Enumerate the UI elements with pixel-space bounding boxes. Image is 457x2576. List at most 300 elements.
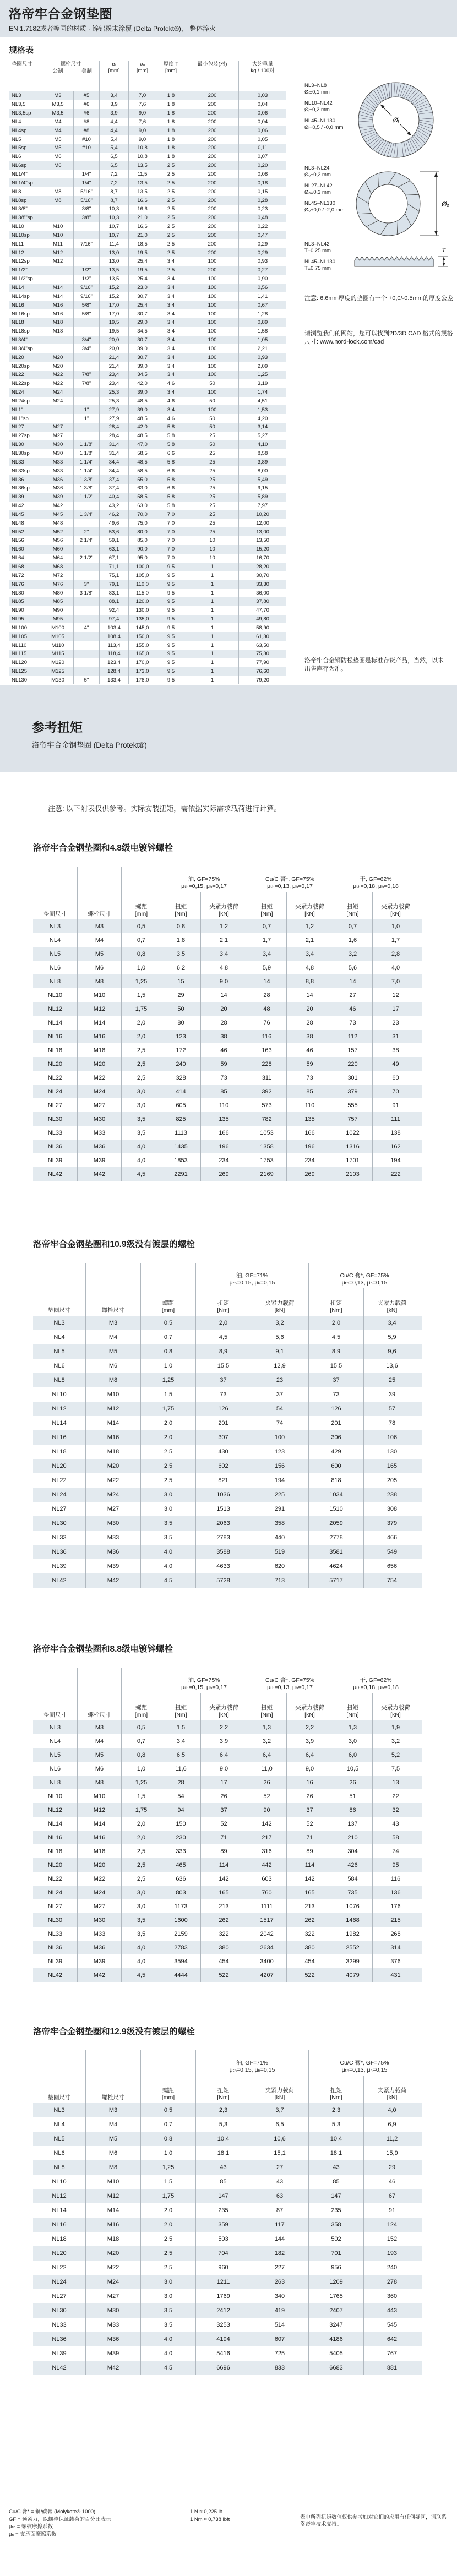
torque-cell: 27	[251, 2160, 308, 2175]
spec-cell: 3,4	[156, 309, 186, 318]
torque-cell: 52	[200, 1817, 247, 1831]
torque-cell: 960	[195, 2261, 251, 2275]
col-header-torque: 扭矩 [Nm]	[161, 1693, 200, 1720]
torque-cell: 100	[251, 1430, 308, 1445]
spec-cell: 3,4	[156, 327, 186, 336]
spec-cell	[73, 641, 99, 650]
spec-cell: 4,6	[156, 414, 186, 423]
torque-cell-washer-size: NL16	[47, 1834, 63, 1841]
torque-cell: 201	[308, 1416, 363, 1430]
torque-table-row	[33, 1968, 422, 1982]
spec-cell-washer-size: NL4sp	[12, 127, 27, 134]
torque-cell: 1,5	[121, 988, 161, 1002]
torque-cell: 76	[247, 1016, 286, 1030]
spec-cell: 200	[186, 239, 238, 248]
torque-cell: 15,5	[195, 1359, 251, 1373]
torque-table	[33, 1642, 422, 1982]
col-group-lubrication: 油, GF=75% μₜₕ=0,15, μₕ=0,17	[161, 1668, 247, 1693]
spec-cell: 63,0	[128, 502, 156, 510]
torque-cell: 2,0	[121, 1016, 161, 1030]
spec-cell	[42, 205, 73, 214]
torque-cell-washer-size: NL24	[47, 1889, 63, 1896]
torque-cell: 263	[251, 2275, 308, 2289]
spec-cell: 10,3	[99, 205, 128, 214]
spec-cell: 61,30	[238, 632, 286, 641]
torque-cell-washer-size: NL22	[47, 1074, 63, 1081]
spec-cell-washer-size: NL3/4"sp	[12, 345, 33, 352]
spec-table-row	[9, 440, 286, 449]
spec-cell: M14	[42, 284, 73, 292]
torque-table-row	[33, 1502, 422, 1516]
spec-cell: 13,5	[128, 161, 156, 170]
torque-cell: 235	[308, 2203, 363, 2218]
torque-cell: 234	[286, 1153, 333, 1167]
torque-cell: 11,6	[161, 1762, 200, 1776]
spec-cell: 48,5	[128, 458, 156, 466]
torque-cell: 32	[372, 1803, 418, 1817]
spec-cell: M60	[42, 545, 73, 554]
col-header-torque: 扭矩 [Nm]	[333, 892, 372, 919]
torque-cell-washer-size: NL16	[52, 2221, 67, 2228]
spec-cell: M36	[42, 475, 73, 484]
spec-cell: 200	[186, 118, 238, 127]
torque-cell: 11,2	[363, 2132, 420, 2146]
torque-cell: 26	[286, 1789, 333, 1803]
spec-cell: 28,4	[99, 432, 128, 440]
torque-cell: 555	[333, 1098, 372, 1112]
torque-cell: 3,2	[372, 1734, 418, 1748]
spec-cell: M3,5	[42, 109, 73, 118]
spec-cell: 1/4"	[73, 178, 99, 187]
spec-cell: 90,0	[128, 545, 156, 554]
spec-table-row	[9, 493, 286, 502]
torque-table-row	[33, 1071, 422, 1085]
spec-cell: 48,5	[128, 432, 156, 440]
col-header-bolt-size: 螺栓尺寸	[85, 1263, 140, 1316]
spec-cell: #6	[73, 109, 99, 118]
torque-cell: 1513	[195, 1502, 251, 1516]
spec-cell: 100	[186, 309, 238, 318]
torque-cell: 25	[363, 1373, 420, 1387]
spec-cell: M12	[42, 257, 73, 266]
torque-cell: 238	[363, 1488, 420, 1502]
spec-cell-washer-size: NL76	[12, 581, 24, 587]
spec-cell: 123,4	[99, 658, 128, 667]
spec-cell: 1 1/2"	[73, 493, 99, 502]
spec-cell: 0,89	[238, 318, 286, 327]
spec-cell: 1,41	[238, 292, 286, 301]
tolerance-line: Øₒ±0,2 mm	[304, 172, 331, 178]
torque-cell: 825	[161, 1112, 200, 1126]
spec-cell: 33,30	[238, 580, 286, 589]
spec-cell: 25	[186, 502, 238, 510]
torque-cell: M42	[77, 1167, 121, 1181]
spec-cell-washer-size: NL27sp	[12, 433, 30, 439]
spec-table-row	[9, 205, 286, 214]
torque-cell: M5	[77, 1748, 121, 1762]
torque-cell-washer-size: NL42	[52, 2365, 67, 2371]
spec-table-row	[9, 536, 286, 545]
spec-cell: M16	[42, 309, 73, 318]
torque-cell: 2,5	[121, 1071, 161, 1085]
spec-cell: 39,0	[128, 344, 156, 353]
torque-cell: 59	[286, 1057, 333, 1071]
spec-cell: 2,09	[238, 362, 286, 371]
torque-cell-washer-size: NL12	[47, 1005, 63, 1012]
torque-cell: M22	[77, 1071, 121, 1085]
spec-cell: 2,21	[238, 344, 286, 353]
spec-cell: 2,5	[156, 222, 186, 231]
torque-cell: 14	[286, 988, 333, 1002]
spec-cell: 59,1	[99, 536, 128, 545]
spec-cell: 4"	[73, 623, 99, 632]
spec-table-row	[9, 275, 286, 284]
spec-cell: 9,5	[156, 632, 186, 641]
spec-cell-washer-size: NL5	[12, 136, 21, 143]
torque-cell: 166	[286, 1126, 333, 1140]
thickness-label: T	[442, 247, 446, 254]
torque-cell: 135	[286, 1112, 333, 1126]
torque-cell: 833	[251, 2361, 308, 2375]
stock-note: 洛帝牢合金钢防松垫圈是标准存货产品，当然，以未出售库存为准。	[304, 657, 444, 672]
torque-cell: 2103	[333, 1167, 372, 1181]
torque-cell: 2,0	[140, 2203, 195, 2218]
col-header-torque: 扭矩 [Nm]	[195, 1288, 251, 1316]
torque-cell-washer-size: NL3	[49, 1724, 61, 1731]
spec-cell: #5	[73, 91, 99, 100]
torque-cell: 269	[286, 1167, 333, 1181]
torque-cell: 194	[372, 1153, 418, 1167]
torque-cell-washer-size: NL33	[52, 2322, 67, 2328]
spec-cell: 7,0	[156, 554, 186, 563]
spec-cell-washer-size: NL45	[12, 511, 24, 518]
spec-table-row	[9, 502, 286, 510]
spec-cell: 42,0	[128, 423, 156, 432]
torque-cell: 2059	[308, 1516, 363, 1531]
spec-table-row	[9, 414, 286, 423]
torque-cell: 2,0	[195, 1316, 251, 1330]
torque-table-row	[33, 1516, 422, 1531]
spec-cell: 100	[186, 344, 238, 353]
spec-table-row	[9, 222, 286, 231]
torque-cell-washer-size: NL33	[47, 1930, 63, 1937]
torque-cell: 29	[161, 988, 200, 1002]
spec-cell-washer-size: NL36	[12, 476, 24, 483]
spec-cell-washer-size: NL12	[12, 249, 24, 256]
torque-cell: 136	[372, 1886, 418, 1899]
torque-cell: 4,0	[121, 1941, 161, 1954]
torque-cell: 1036	[195, 1488, 251, 1502]
torque-cell-washer-size: NL20	[52, 1463, 67, 1469]
spec-cell: 0,04	[238, 100, 286, 109]
torque-cell: 217	[247, 1831, 286, 1844]
spec-cell: 76,60	[238, 667, 286, 676]
tolerance-line: Øₒ±0,3 mm	[304, 189, 331, 195]
torque-cell: 465	[161, 1858, 200, 1872]
spec-cell: M39	[42, 493, 73, 502]
torque-cell: 0,7	[333, 919, 372, 933]
spec-cell: 19,5	[128, 266, 156, 275]
spec-cell: 9,5	[156, 606, 186, 615]
spec-cell: 19,5	[99, 318, 128, 327]
torque-cell: 584	[333, 1872, 372, 1886]
spec-cell-washer-size: NL60	[12, 546, 24, 553]
torque-cell: 112	[333, 1030, 372, 1043]
torque-cell: 37	[195, 1373, 251, 1387]
torque-cell: 782	[247, 1112, 286, 1126]
torque-cell: 2,0	[121, 1817, 161, 1831]
spec-cell: 1,28	[238, 309, 286, 318]
spec-cell: 10,8	[128, 144, 156, 153]
torque-cell: 442	[247, 1858, 286, 1872]
torque-table-row	[33, 1913, 422, 1927]
torque-table-row	[33, 1720, 422, 1734]
spec-cell: 10	[186, 536, 238, 545]
spec-table-row	[9, 606, 286, 615]
spec-cell: 28,4	[99, 423, 128, 432]
spec-cell-washer-size: NL16sp	[12, 311, 30, 317]
spec-cell: M72	[42, 571, 73, 580]
torque-cell: 3,0	[121, 1098, 161, 1112]
spec-cell-washer-size: NL4	[12, 118, 21, 125]
col-header-clamp-load: 夹紧力载荷 [kN]	[372, 1693, 418, 1720]
torque-cell: M10	[85, 2175, 140, 2189]
spec-cell: 0,67	[238, 301, 286, 309]
spec-cell: 3,9	[99, 109, 128, 118]
torque-cell: 2783	[161, 1941, 200, 1954]
torque-table-row	[33, 933, 422, 947]
spec-cell: 3/4"	[73, 336, 99, 345]
spec-cell: 16,6	[128, 196, 156, 205]
spec-cell: 9,5	[156, 563, 186, 571]
torque-table-row	[33, 1899, 422, 1913]
torque-heading: 参考扭矩	[32, 720, 83, 734]
torque-cell: 549	[363, 1545, 420, 1559]
torque-cell: M14	[85, 2203, 140, 2218]
torque-cell: 2,0	[308, 1316, 363, 1330]
spec-cell: 8,7	[99, 196, 128, 205]
torque-table-row	[33, 1559, 422, 1573]
torque-table-row	[33, 1330, 422, 1344]
torque-cell: 3,0	[121, 1085, 161, 1098]
tolerance-line: NL3–NL24	[304, 165, 330, 171]
spec-cell: 1	[186, 606, 238, 615]
torque-cell: 642	[363, 2332, 420, 2346]
torque-cell: 1173	[161, 1899, 200, 1913]
spec-cell-washer-size: NL1/4"	[12, 171, 28, 178]
torque-cell: M12	[85, 1402, 140, 1416]
spec-cell: 7/16"	[73, 239, 99, 248]
torque-cell-washer-size: NL36	[47, 1143, 63, 1150]
spec-cell-washer-size: NL30	[12, 442, 24, 448]
spec-cell-washer-size: NL10	[12, 224, 24, 230]
torque-cell: M18	[85, 2232, 140, 2246]
torque-cell-washer-size: NL22	[52, 1477, 67, 1484]
spec-cell	[73, 397, 99, 406]
torque-cell: 138	[372, 1126, 418, 1140]
spec-cell: 11,5	[128, 170, 156, 179]
torque-table-row	[33, 1140, 422, 1153]
spec-cell: 13,5	[99, 275, 128, 284]
torque-cell: 269	[200, 1167, 247, 1181]
torque-cell: 1,25	[140, 1373, 195, 1387]
torque-cell: M4	[85, 2117, 140, 2132]
spec-cell-washer-size: NL1"sp	[12, 415, 29, 422]
tolerance-line: NL3–NL42	[304, 241, 330, 247]
torque-cell: M6	[85, 2146, 140, 2160]
torque-cell: M18	[85, 1445, 140, 1459]
spec-cell: 58,5	[128, 466, 156, 475]
spec-cell: 1,25	[238, 371, 286, 379]
spec-cell: 100	[186, 353, 238, 362]
spec-cell: 63,0	[128, 484, 156, 493]
torque-cell-washer-size: NL36	[52, 2336, 67, 2343]
tolerance-line: NL45–NL130	[304, 259, 335, 265]
torque-cell: 3,5	[121, 1126, 161, 1140]
torque-cell: 419	[251, 2303, 308, 2318]
torque-cell: 4186	[308, 2332, 363, 2346]
torque-cell: 29	[363, 2160, 420, 2175]
torque-table-header	[33, 1668, 422, 1720]
spec-cell: 100	[186, 405, 238, 414]
spec-cell: 5,8	[156, 458, 186, 466]
spec-table-row	[9, 327, 286, 336]
torque-cell: 1022	[333, 1126, 372, 1140]
spec-cell: 25,3	[99, 397, 128, 406]
spec-table-row	[9, 510, 286, 519]
col-header-torque: 扭矩 [Nm]	[247, 892, 286, 919]
spec-cell: 100	[186, 336, 238, 345]
spec-cell-washer-size: NL42	[12, 503, 24, 509]
spec-cell: M56	[42, 536, 73, 545]
torque-cell: 1,25	[140, 2160, 195, 2175]
torque-cell-washer-size: NL30	[47, 1115, 63, 1123]
spec-cell-washer-size: NL3/8"	[12, 206, 28, 213]
torque-table-row	[33, 1016, 422, 1030]
footnote-line: Cu/C 膏* = 铜/碳膏 (Molykote® 1000)	[9, 2509, 96, 2515]
col-header-clamp-load: 夹紧力载荷 [kN]	[363, 1288, 420, 1316]
torque-cell: 4207	[247, 1968, 286, 1982]
spec-cell	[73, 248, 99, 257]
spec-cell: 200	[186, 100, 238, 109]
spec-cell: 80,0	[128, 527, 156, 536]
torque-cell: 2,5	[121, 1057, 161, 1071]
spec-cell: 67,1	[99, 554, 128, 563]
spec-cell: 8,58	[238, 449, 286, 458]
torque-cell: 5,2	[372, 1748, 418, 1762]
spec-cell: 7,0	[156, 527, 186, 536]
torque-cell: 291	[251, 1502, 308, 1516]
torque-cell: 1,9	[372, 1720, 418, 1734]
spec-cell: 5,27	[238, 432, 286, 440]
torque-cell: 50	[161, 1002, 200, 1016]
torque-cell: 3,5	[140, 1516, 195, 1531]
torque-cell: 2291	[161, 1167, 200, 1181]
spec-cell: 7,0	[156, 536, 186, 545]
torque-cell: 85	[200, 1085, 247, 1098]
torque-cell: 1053	[247, 1126, 286, 1140]
torque-cell: 10,4	[308, 2132, 363, 2146]
torque-cell: M14	[77, 1016, 121, 1030]
spec-cell-washer-size: NL11	[12, 241, 24, 247]
torque-cell: 15,1	[251, 2146, 308, 2160]
spec-cell: 79,1	[99, 580, 128, 589]
tolerance-line: Øᵢ+0,5 / -0,0 mm	[304, 124, 344, 130]
torque-cell: 210	[333, 1831, 372, 1844]
spec-cell-washer-size: NL14sp	[12, 293, 30, 299]
spec-table-row	[9, 458, 286, 466]
spec-cell-washer-size: NL3/4"	[12, 337, 28, 344]
torque-cell-washer-size: NL5	[53, 2136, 65, 2142]
spec-cell	[73, 563, 99, 571]
torque-cell-washer-size: NL42	[47, 1170, 63, 1178]
torque-cell: 142	[247, 1817, 286, 1831]
torque-cell: M8	[85, 1373, 140, 1387]
spec-cell: M105	[42, 632, 73, 641]
spec-table-row	[9, 623, 286, 632]
spec-table-row	[9, 388, 286, 397]
spec-cell	[73, 502, 99, 510]
torque-cell: 1,3	[333, 1720, 372, 1734]
spec-cell: 25	[186, 493, 238, 502]
torque-cell: 1,7	[247, 933, 286, 947]
spec-cell: 4,6	[156, 397, 186, 406]
spec-cell: 5/16"	[73, 187, 99, 196]
col-header-torque: 扭矩 [Nm]	[308, 1288, 363, 1316]
spec-cell: 25	[186, 527, 238, 536]
torque-cell: 126	[308, 1402, 363, 1416]
col-group-lubrication: Cu/C 膏*, GF=75% μₜₕ=0,13, μₕ=0,15	[308, 1263, 420, 1288]
spec-cell-washer-size: NL33sp	[12, 467, 30, 474]
torque-cell: 152	[363, 2232, 420, 2246]
torque-cell: 4,8	[200, 961, 247, 974]
torque-cell-washer-size: NL18	[47, 1047, 63, 1054]
spec-cell: 2,5	[156, 161, 186, 170]
spec-cell-washer-size: NL1/4"sp	[12, 179, 33, 186]
spec-cell: 5"	[73, 676, 99, 685]
torque-cell: 8,9	[308, 1344, 363, 1359]
spec-cell: 85,0	[128, 536, 156, 545]
torque-cell: 605	[161, 1098, 200, 1112]
spec-cell: 3,89	[238, 458, 286, 466]
torque-cell: 304	[333, 1844, 372, 1858]
spec-cell: 3,4	[156, 336, 186, 345]
spec-cell: M100	[42, 623, 73, 632]
torque-cell: 116	[247, 1030, 286, 1043]
spec-cell-washer-size: NL3,5	[12, 101, 26, 108]
torque-cell: 4,0	[140, 1559, 195, 1573]
col-header-pitch: 螺距 [mm]	[121, 1668, 161, 1720]
spec-cell: 200	[186, 153, 238, 161]
torque-cell: 52	[286, 1817, 333, 1831]
spec-cell: 23,4	[99, 371, 128, 379]
spec-cell: M5	[42, 144, 73, 153]
torque-cell: 213	[200, 1899, 247, 1913]
torque-table-row	[33, 1803, 422, 1817]
spec-cell: 200	[186, 135, 238, 144]
torque-cell: 1316	[333, 1140, 372, 1153]
spec-cell: 1	[186, 571, 238, 580]
spec-cell: 39,0	[128, 362, 156, 371]
spec-cell: 0,03	[238, 91, 286, 100]
spec-cell: M11	[42, 239, 73, 248]
torque-cell: 333	[161, 1844, 200, 1858]
spec-cell: 25	[186, 449, 238, 458]
torque-cell-washer-size: NL22	[47, 1875, 63, 1882]
torque-cell: M10	[85, 1387, 140, 1402]
torque-cell: 1,7	[372, 933, 418, 947]
torque-cell: 73	[200, 1071, 247, 1085]
